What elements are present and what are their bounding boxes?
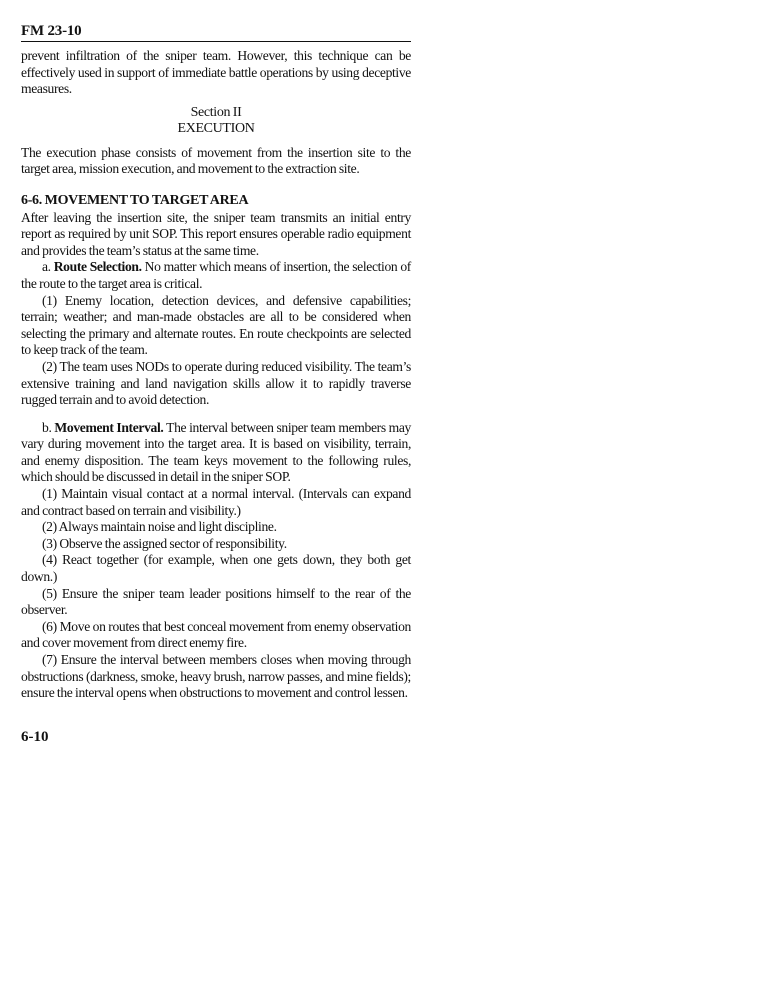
movement-interval-paragraph [21,420,411,486]
route-selection-item-1: (1) Enemy location, detection devices, and defensive capabilities; terrain; weather; and man-made obstacles are all to be considered when selecting the primary and alternate routes. En route checkpoints are selected to keep track of the team. [21,292,411,358]
route-selection-item-2: (2) The team uses NODs to operate during reduced visibility. The team’s extensive training and land navigation skills allow it to rapidly traverse rugged terrain and to avoid detection. [21,358,411,408]
route-selection-paragraph [21,259,411,292]
movement-interval-item-5: (5) Ensure the sniper team leader positions himself to the rear of the observer. [21,585,411,618]
body-text [21,48,411,702]
movement-interval-text: The interval between sniper team members may vary during movement into the target area. It is based on visibility, terrain, and enemy disposition. The team keys movement to the following rules, which should be discussed in detail in the sniper SOP. [21,419,412,485]
movement-interval-item-7: (7) Ensure the interval between members closes when moving through obstructions (darkness, smoke, heavy brush, narrow passes, and mine fields); ensure the interval opens when obstructions to movement and control lessen. [21,652,411,701]
paragraph-intro: After leaving the insertion site, the sniper team transmits an initial entry report as required by unit SOP. This report ensures operable radio equipment and provides the team’s status at the same time. [21,209,411,258]
movement-interval-item-3: (3) Observe the assigned sector of responsibility. [42,535,287,551]
movement-interval-prefix: b. [42,419,55,435]
section-heading [21,105,411,137]
document-page [21,22,411,702]
route-selection-heading: Route Selection. [53,259,142,275]
paragraph-title: 6-6. MOVEMENT TO TARGET AREA [21,192,249,208]
movement-interval-item-2: (2) Always maintain noise and light discipline. [42,519,277,535]
route-selection-prefix: a. [42,259,54,275]
page-header: FM 23-10 [21,22,411,42]
movement-interval-item-4: (4) React together (for example, when one gets down, they both get down.) [21,552,411,585]
movement-interval-heading: Movement Interval. [54,419,164,435]
section-number: Section II [190,104,242,120]
section-title: EXECUTION [177,120,255,136]
movement-interval-item-1: (1) Maintain visual contact at a normal interval. (Intervals can expand and contract based on terrain and visibility.) [21,486,411,518]
section-summary: The execution phase consists of movement from the insertion site to the target area, mission execution, and movement to the extraction site. [21,144,411,177]
movement-interval-item-6: (6) Move on routes that best conceal movement from enemy observation and cover movement from direct enemy fire. [21,618,411,651]
route-selection-text: No matter which means of insertion, the selection of the route to the target area is critical. [21,259,411,291]
intro-paragraph: prevent infiltration of the sniper team. However, this technique can be effectively used in support of immediate battle operations by using deceptive measures. [21,48,411,97]
page-number: 6-10 [21,729,49,745]
